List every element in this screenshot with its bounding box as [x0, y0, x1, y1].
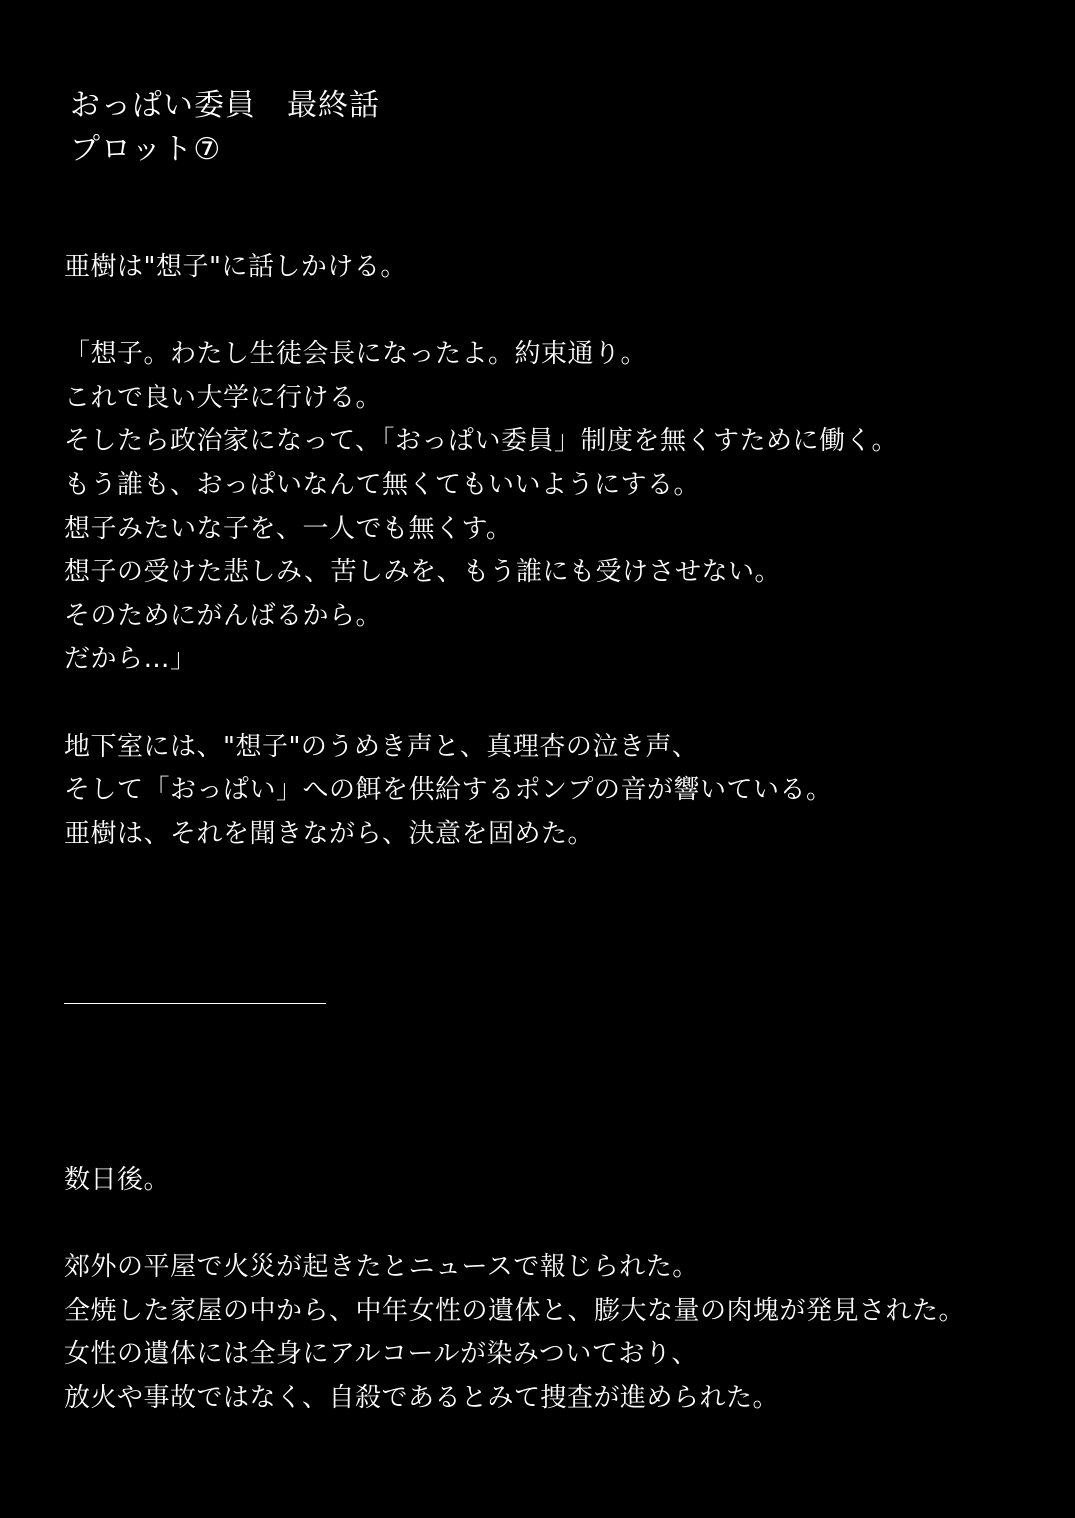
speech-line: もう誰も、おっぱいなんて無くてもいいようにする。 — [64, 469, 701, 500]
section-divider — [64, 1003, 326, 1004]
speech-line: 「想子。わたし生徒会長になったよ。約束通り。 — [64, 339, 648, 370]
narration-line: 亜樹は、それを聞きながら、決意を固めた。 — [64, 818, 595, 849]
narration-line: そして「おっぱい」への餌を供給するポンプの音が響いている。 — [64, 775, 833, 806]
plot-subtitle: プロット⑦ — [70, 132, 222, 167]
news-line: 女性の遺体には全身にアルコールが染みついており、 — [64, 1339, 698, 1370]
episode-title: おっぱい委員 最終話 — [70, 88, 380, 123]
news-line: 郊外の平屋で火災が起きたとニュースで報じられた。 — [64, 1252, 699, 1283]
section-2 — [64, 1159, 1044, 1421]
speech-line: これで良い大学に行ける。 — [64, 382, 383, 413]
section-2-intro: 数日後。 — [64, 1165, 171, 1195]
speech-line: だから…」 — [64, 644, 197, 675]
title-block — [70, 84, 970, 172]
speech-line: そのためにがんばるから。 — [64, 600, 383, 631]
section-1 — [64, 246, 1044, 856]
narration-line: 地下室には、"想子"のうめき声と、真理杏の泣き声、 — [64, 731, 699, 762]
paragraph-gap — [64, 682, 1044, 726]
paragraph-gap — [64, 1203, 1044, 1247]
paragraph-gap — [64, 290, 1044, 334]
section-1-intro: 亜樹は"想子"に話しかける。 — [64, 252, 407, 282]
speech-line: 想子の受けた悲しみ、苦しみを、もう誰にも受けさせない。 — [64, 557, 782, 588]
speech-line: そしたら政治家になって、「おっぱい委員」制度を無くすために働く。 — [64, 426, 898, 457]
news-line: 全焼した家屋の中から、中年女性の遺体と、膨大な量の肉塊が発見された。 — [64, 1295, 966, 1326]
news-line: 放火や事故ではなく、自殺であるとみて捜査が進められた。 — [64, 1382, 779, 1413]
speech-line: 想子みたいな子を、一人でも無くす。 — [64, 513, 513, 544]
